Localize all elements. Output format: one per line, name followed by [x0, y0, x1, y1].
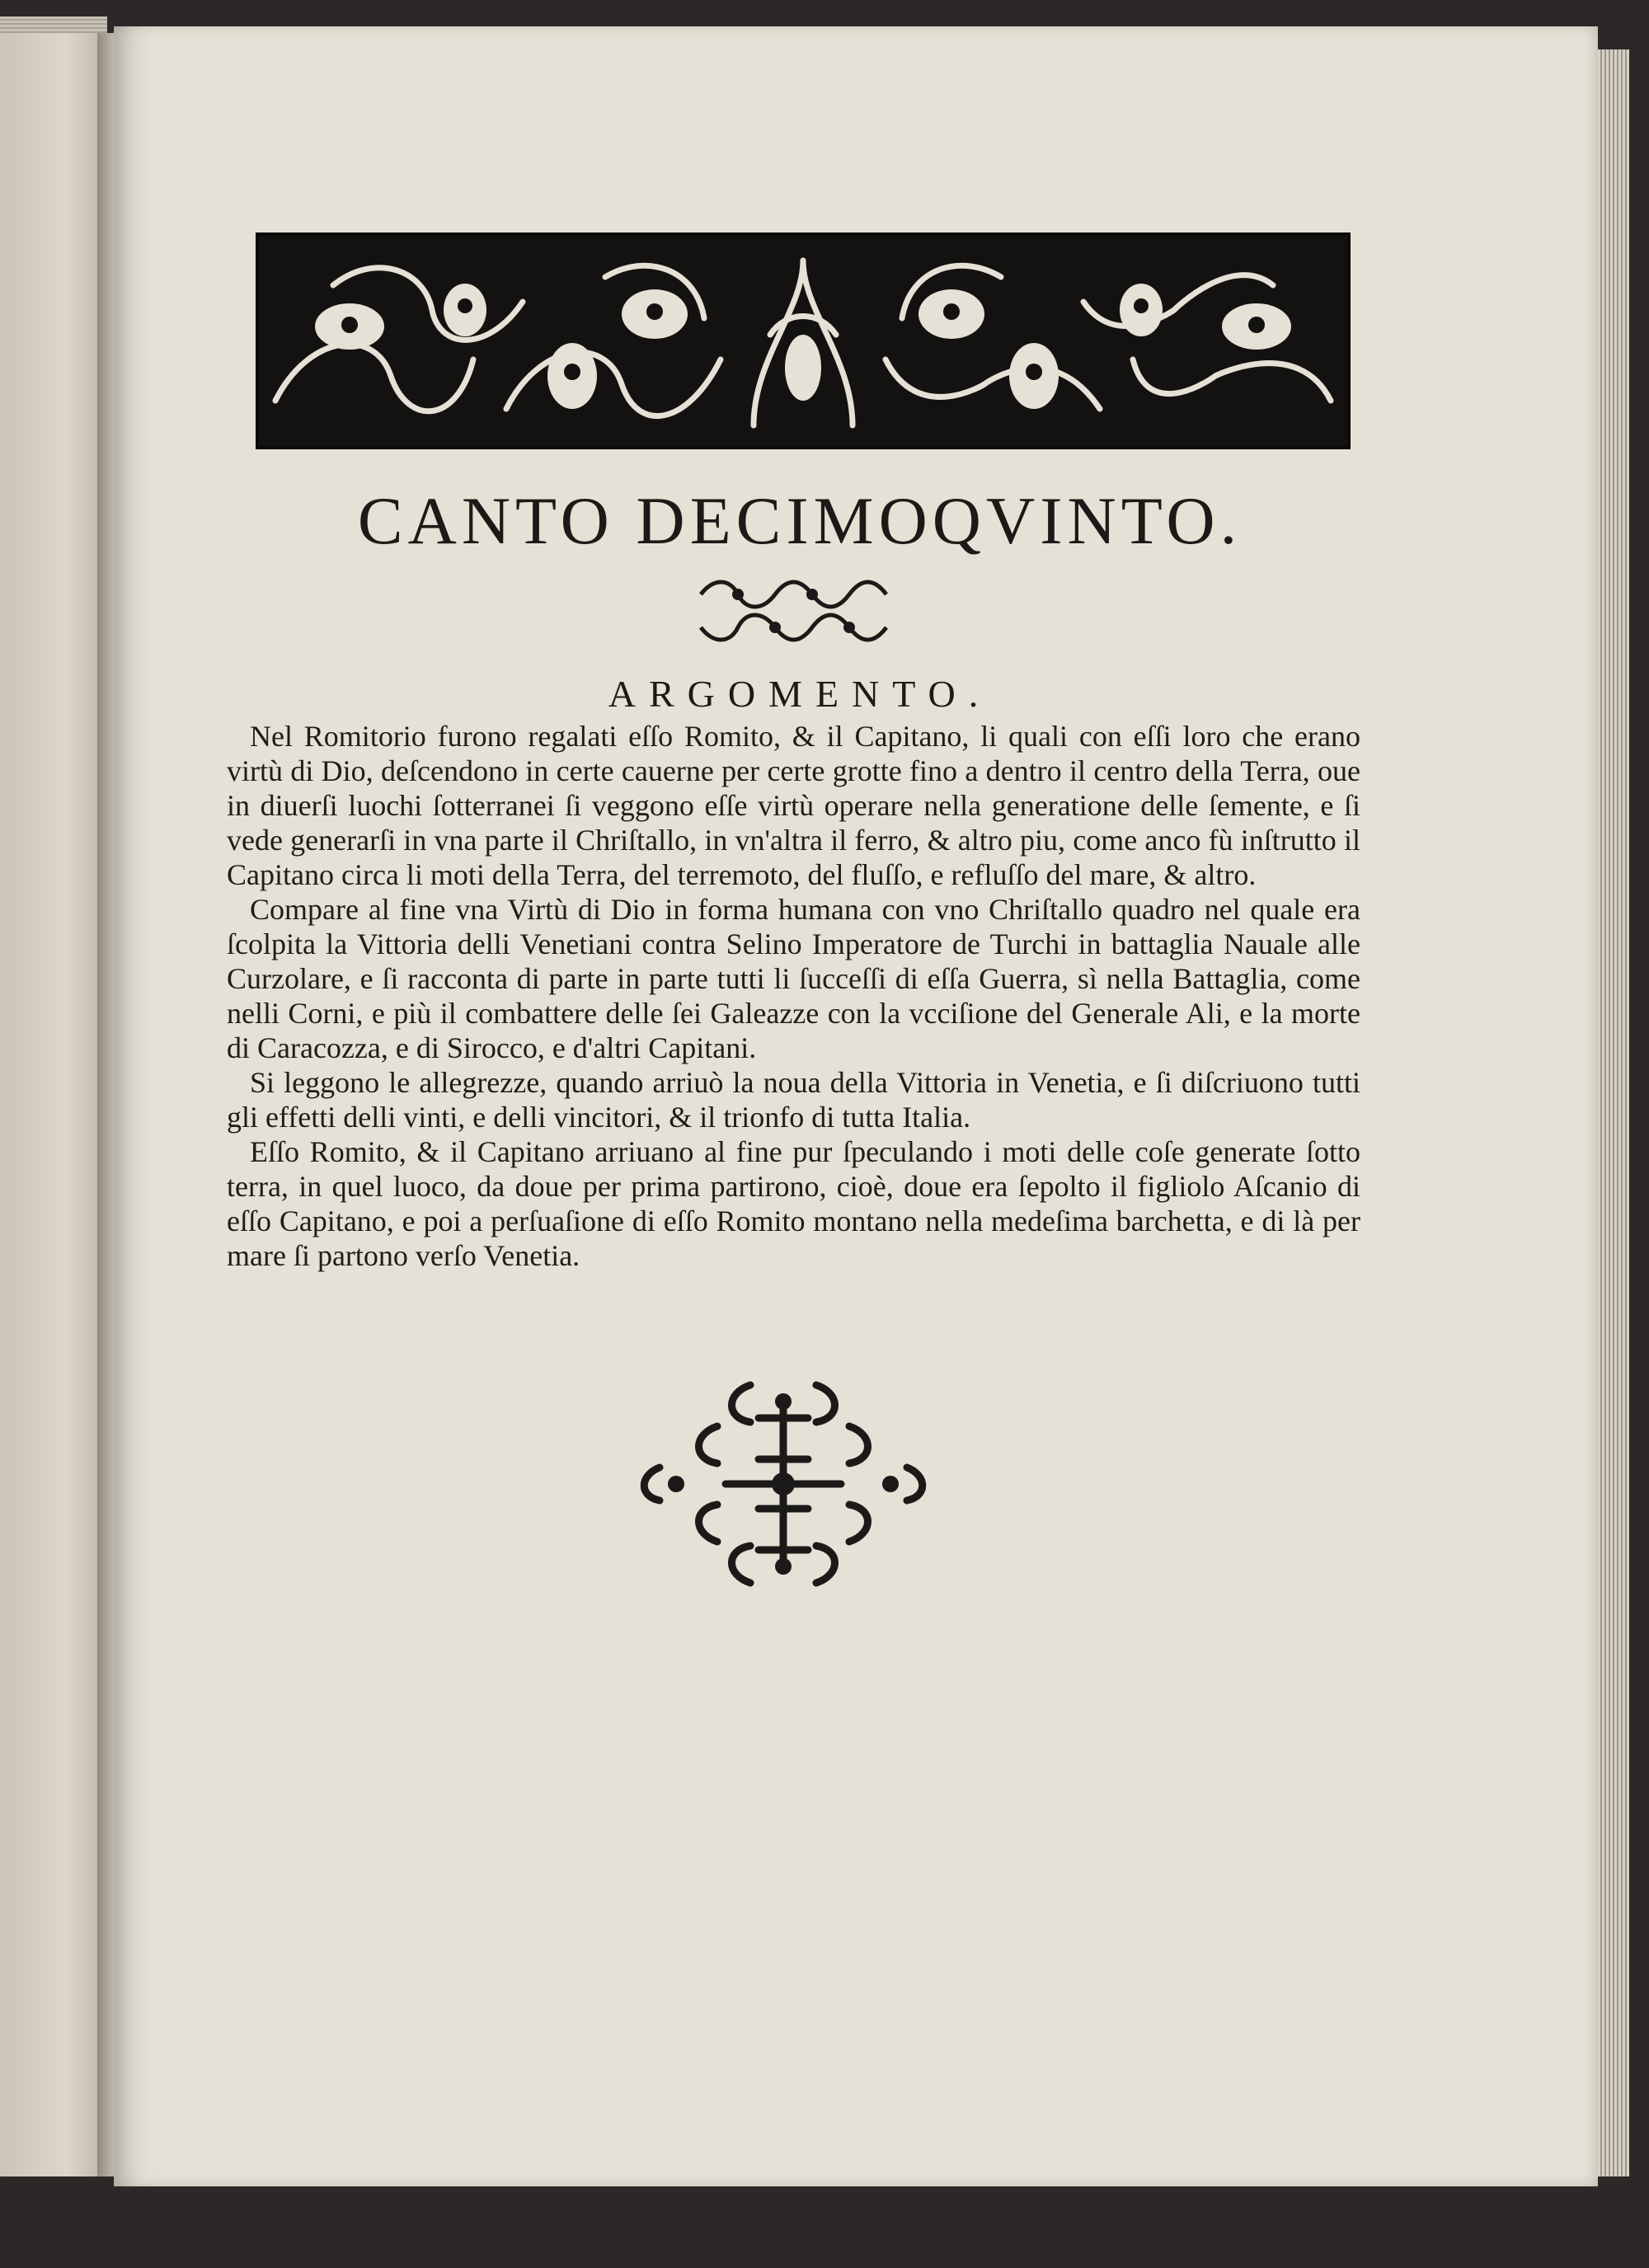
paragraph-3: Si leggono le allegrezze, quando arriuò la noua della Vittoria in Venetia, e ſi diſcriuono tutti gli effetti delli vinti, e delli vincitori, & il trionfo di tutta Italia. — [227, 1066, 1360, 1134]
paragraph-1: Nel Romitorio furono regalati eſſo Romito, & il Capitano, li quali con eſſi loro che erano virtù di Dio, deſcendono in certe cauerne per certe grotte fino a dentro il centro della Terra, oue in diuerſi luochi ſotterranei ſi veggono eſſe virtù operare nella generatione delle ſemente, e ſi vede generarſi in vna parte il Chriſtallo, in vn'altra il ferro, & altro piu, come anco fù inſtrutto il Capitano circa li moti della Terra, del terremoto, del fluſſo, e refluſſo del mare, & altro. — [227, 720, 1360, 891]
right-page-edges — [1598, 49, 1629, 2176]
page-title: CANTO DECIMOQVINTO. — [357, 483, 1243, 558]
paragraph-2: Compare al fine vna Virtù di Dio in forma humana con vno Chriſtallo quadro nel quale era ſcolpita la Vittoria delli Venetiani contra Selino Imperatore de Turchi in battaglia Nauale alle Curzolare, e ſi racconta di parte in parte tutti li ſucceſſi di eſſa Guerra, sì nella Battaglia, come nelli Corni, e più il combattere delle ſei Galeazze con la vcciſione del Generale Ali, e la morte di Caracozza, e di Sirocco, e d'altri Capitani. — [227, 893, 1360, 1064]
argument-text — [227, 719, 1360, 1273]
paragraph-4: Eſſo Romito, & il Capitano arriuano al fine pur ſpeculando i moti delle coſe generate ſotto terra, in quel luoco, da doue per prima partirono, cioè, doue era ſepolto il figliolo Aſcanio di eſſo Capitano, e poi a perſuaſione di eſſo Romito montano nella medeſima barchetta, e di là per mare ſi partono verſo Venetia. — [227, 1135, 1360, 1272]
headpiece-ornament-icon — [259, 236, 1347, 446]
section-heading: ARGOMENTO. — [608, 673, 992, 715]
left-page — [0, 33, 111, 2176]
background-strip — [0, 2186, 1649, 2268]
fleuron-ornament — [693, 574, 890, 652]
fleuron-icon — [693, 574, 890, 648]
headpiece-woodcut — [256, 232, 1351, 449]
tailpiece-icon — [627, 1369, 940, 1599]
tailpiece-ornament — [627, 1369, 940, 1604]
